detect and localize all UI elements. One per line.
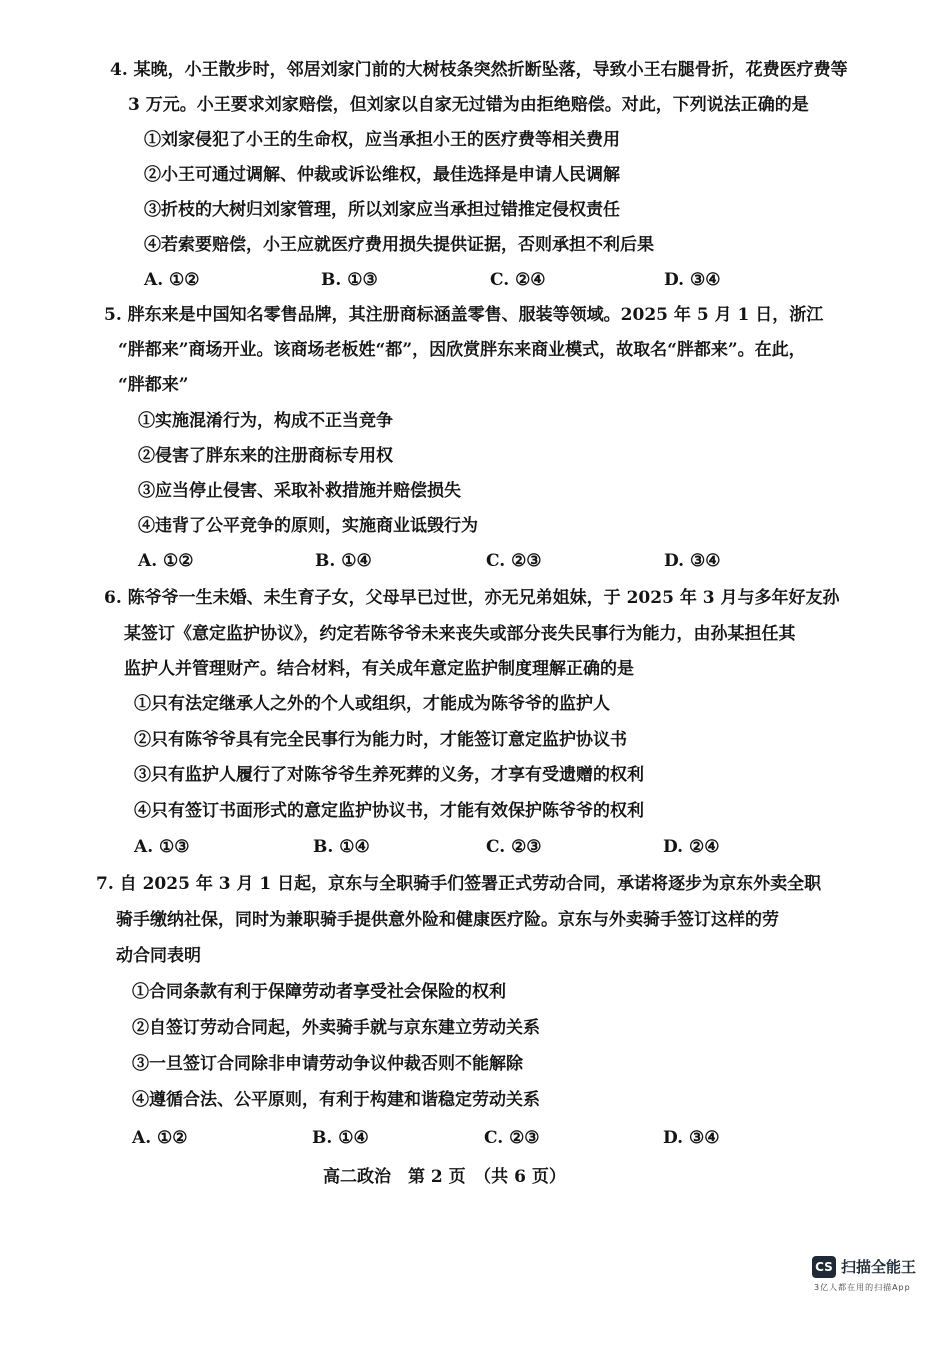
answer-option-d: D. ③④ [663,1128,720,1148]
answer-option-b: B. ①④ [312,1128,369,1148]
statement-item: ②小王可通过调解、仲裁或诉讼维权，最佳选择是申请人民调解 [144,165,620,185]
question-stem-line: 骑手缴纳社保，同时为兼职骑手提供意外险和健康医疗险。京东与外卖骑手签订这样的劳 [116,910,779,930]
statement-item: ④只有签订书面形式的意定监护协议书，才能有效保护陈爷爷的权利 [134,801,644,821]
answer-option-a: A. ①② [144,270,200,290]
statement-item: ④遵循合法、公平原则，有利于构建和谐稳定劳动关系 [132,1090,540,1110]
answer-option-a: A. ①③ [134,837,190,857]
statement-item: ③折枝的大树归刘家管理，所以刘家应当承担过错推定侵权责任 [144,200,620,220]
statement-item: ③只有监护人履行了对陈爷爷生养死葬的义务，才享有受遗赠的权利 [134,765,644,785]
question-stem-line: “胖都来” [118,375,189,395]
question-stem-line: 4. 某晚，小王散步时，邻居刘家门前的大树枝条突然折断坠落，导致小王右腿骨折，花费医疗费等 [110,60,848,80]
question-stem-line: 3 万元。小王要求刘家赔偿，但刘家以自家无过错为由拒绝赔偿。对此，下列说法正确的是 [128,95,809,115]
answer-option-a: A. ①② [132,1128,188,1148]
statement-item: ④若索要赔偿，小王应就医疗费用损失提供证据，否则承担不利后果 [144,235,654,255]
question-stem-line: 6. 陈爷爷一生未婚、未生育子女，父母早已过世，亦无兄弟姐妹，于 2025 年 3 月与多年好友孙 [104,588,840,608]
statement-item: ②自签订劳动合同起，外卖骑手就与京东建立劳动关系 [132,1018,540,1038]
statement-item: ③一旦签订合同除非申请劳动争议仲裁否则不能解除 [132,1054,523,1074]
answer-option-d: D. ②④ [663,837,720,857]
answer-option-b: B. ①④ [313,837,370,857]
answer-option-c: C. ②③ [484,1128,540,1148]
answer-option-c: C. ②④ [490,270,546,290]
statement-item: ②侵害了胖东来的注册商标专用权 [138,446,393,466]
statement-item: ②只有陈爷爷具有完全民事行为能力时，才能签订意定监护协议书 [134,730,627,750]
camscanner-logo-icon: CS [812,1256,836,1278]
watermark-tagline: 3亿人都在用的扫描App [814,1283,911,1292]
page-footer: 高二政治 第 2 页 （共 6 页） [323,1167,566,1187]
question-stem-line: 监护人并管理财产。结合材料，有关成年意定监护制度理解正确的是 [124,659,634,679]
answer-option-b: B. ①③ [321,270,378,290]
statement-item: ①实施混淆行为，构成不正当竞争 [138,411,393,431]
question-stem-line: 5. 胖东来是中国知名零售品牌，其注册商标涵盖零售、服装等领域。2025 年 5 月 1 日，浙江 [104,305,824,325]
statement-item: ④违背了公平竞争的原则，实施商业诋毁行为 [138,516,478,536]
answer-option-b: B. ①④ [315,551,372,571]
statement-item: ①刘家侵犯了小王的生命权，应当承担小王的医疗费等相关费用 [144,130,620,150]
answer-option-a: A. ①② [138,551,194,571]
statement-item: ③应当停止侵害、采取补救措施并赔偿损失 [138,481,461,501]
watermark-app-name: 扫描全能王 [841,1258,917,1276]
camscanner-watermark [812,1256,932,1296]
answer-option-d: D. ③④ [664,270,721,290]
question-stem-line: 动合同表明 [116,946,201,966]
statement-item: ①合同条款有利于保障劳动者享受社会保险的权利 [132,982,506,1002]
answer-option-c: C. ②③ [486,551,542,571]
answer-option-c: C. ②③ [486,837,542,857]
question-stem-line: “胖都来”商场开业。该商场老板姓“都”，因欣赏胖东来商业模式，故取名“胖都来”。在此， [118,340,806,360]
statement-item: ①只有法定继承人之外的个人或组织，才能成为陈爷爷的监护人 [134,694,610,714]
answer-option-d: D. ③④ [664,551,721,571]
question-stem-line: 某签订《意定监护协议》，约定若陈爷爷未来丧失或部分丧失民事行为能力，由孙某担任其 [124,624,796,644]
question-stem-line: 7. 自 2025 年 3 月 1 日起，京东与全职骑手们签署正式劳动合同，承诺将逐步为京东外卖全职 [96,874,822,894]
